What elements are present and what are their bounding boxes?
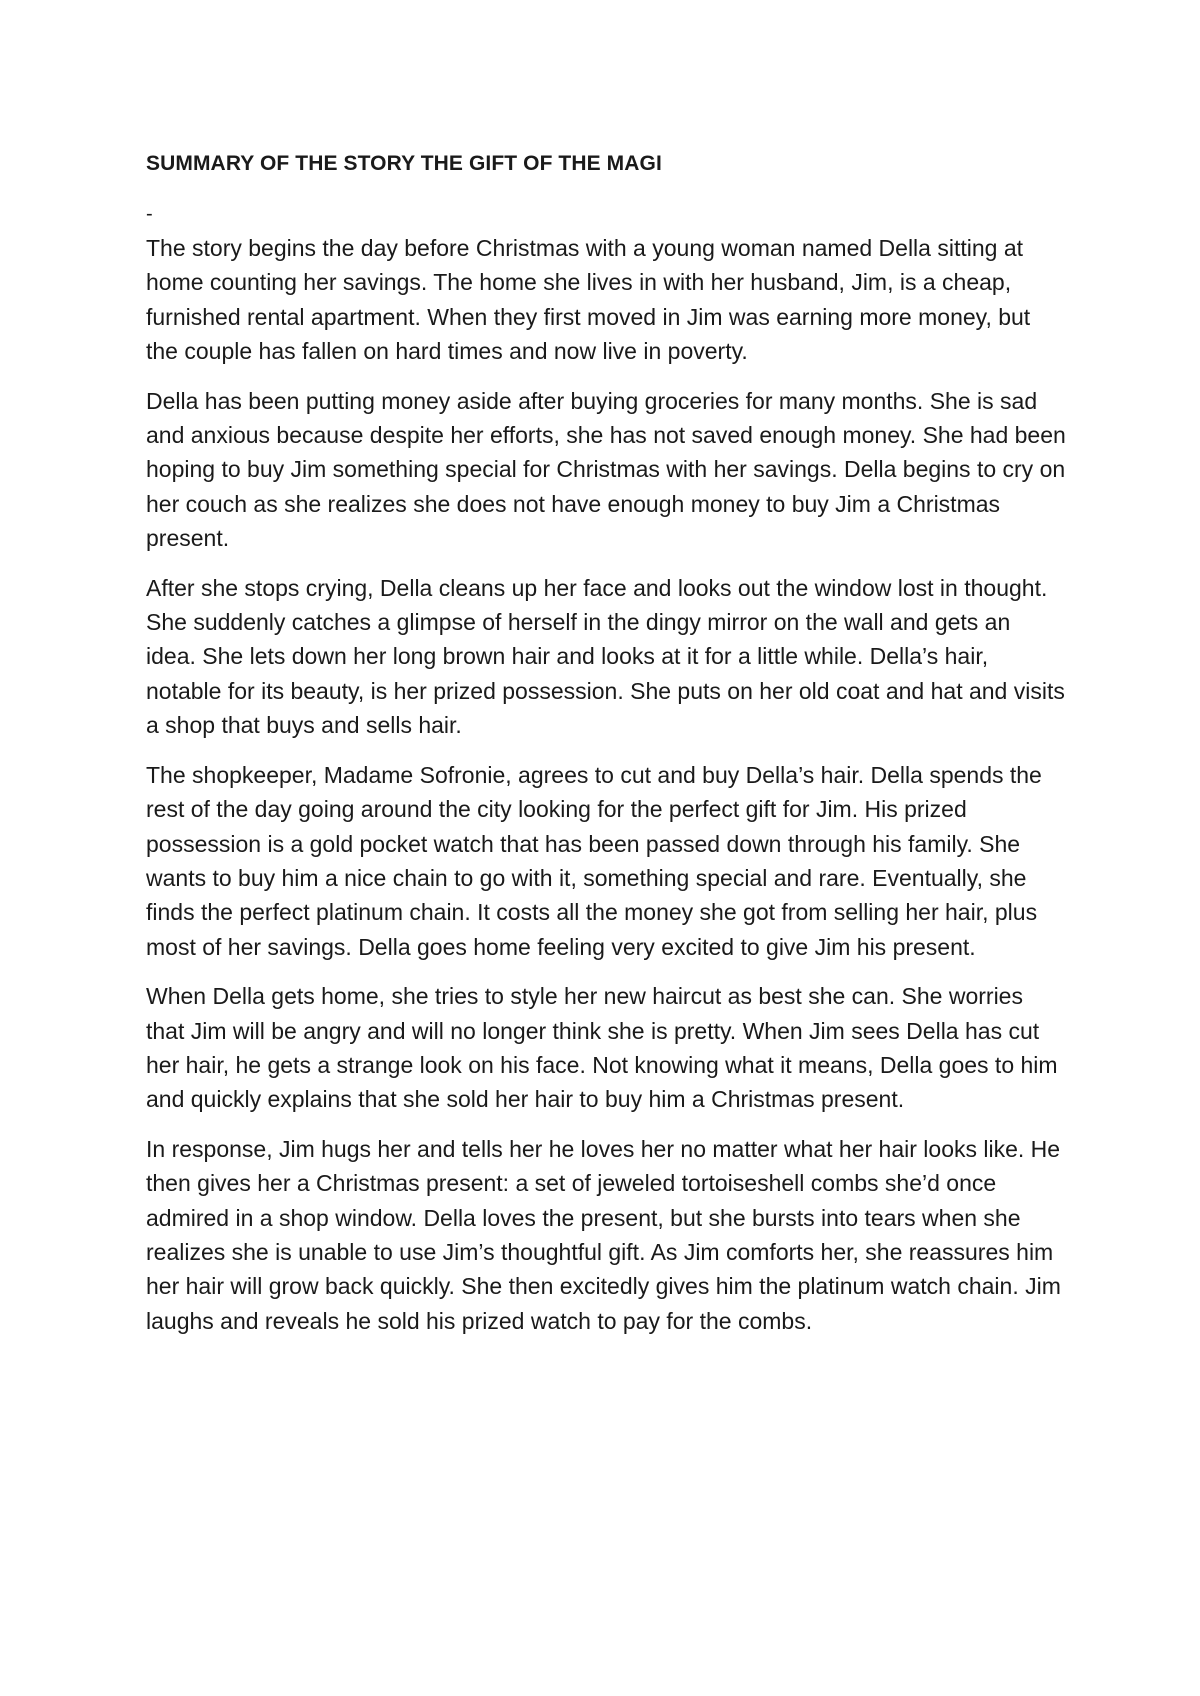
paragraph-4: The shopkeeper, Madame Sofronie, agrees to cut and buy Della’s hair. Della spends the rest of the day going around the city looking for the perfect gift for Jim. His prized possession is a gold pocket watch that has been passed down through his family. She wants to buy him a nice chain to go with it, something special and rare. Eventually, she finds the perfect platinum chain. It costs all the money she got from selling her hair, plus most of her savings. Della goes home feeling very excited to give Jim his present. — [146, 761, 1042, 960]
paragraph-3: After she stops crying, Della cleans up her face and looks out the window lost in thought. She suddenly catches a glimpse of herself in the dingy mirror on the wall and gets an idea. She lets down her long brown hair and looks at it for a little while. Della’s hair, notable for its beauty, is her prized possession. She puts on her old coat and hat and visits a shop that buys and sells hair. — [146, 574, 1065, 739]
document-body — [146, 147, 1066, 1353]
document-title: SUMMARY OF THE STORY THE GIFT OF THE MAGI — [146, 152, 662, 175]
paragraph-5: When Della gets home, she tries to style her new haircut as best she can. She worries that Jim will be angry and will no longer think she is pretty. When Jim sees Della has cut her hair, he gets a strange look on his face. Not knowing what it means, Della goes to him and quickly explains that she sold her hair to buy him a Christmas present. — [146, 983, 1058, 1113]
separator-dash: - — [146, 203, 153, 225]
paragraph-6: In response, Jim hugs her and tells her he loves her no matter what her hair looks like. He then gives her a Christmas present: a set of jeweled tortoiseshell combs she’d once admired in a shop window. Della loves the present, but she bursts into tears when she realizes she is unable to use Jim’s thoughtful gift. As Jim comforts her, she reassures him her hair will grow back quickly. She then excitedly gives him the platinum watch chain. Jim laughs and reveals he sold his prized watch to pay for the combs. — [146, 1135, 1061, 1334]
paragraph-1: The story begins the day before Christmas with a young woman named Della sitting at home counting her savings. The home she lives in with her husband, Jim, is a cheap, furnished rental apartment. When they first moved in Jim was earning more money, but the couple has fallen on hard times and now live in poverty. — [146, 235, 1031, 365]
paragraph-2: Della has been putting money aside after buying groceries for many months. She is sad and anxious because despite her efforts, she has not saved enough money. She had been hoping to buy Jim something special for Christmas with her savings. Della begins to cry on her couch as she realizes she does not have enough money to buy Jim a Christmas present. — [146, 387, 1066, 552]
